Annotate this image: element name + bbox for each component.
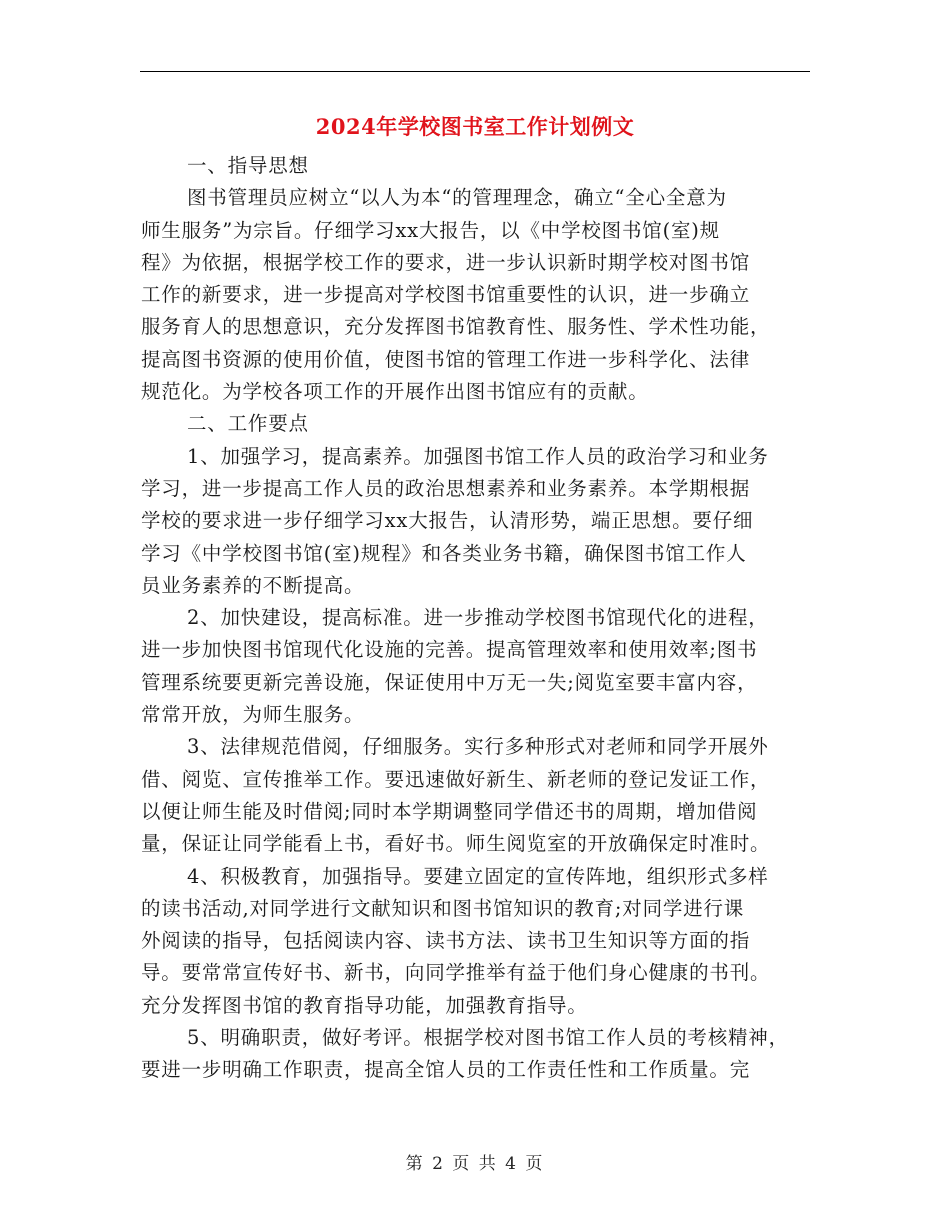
text-line: 4、积极教育，加强指导。要建立固定的宣传阵地，组织形式多样 bbox=[187, 864, 769, 888]
text-line: 1、加强学习，提高素养。加强图书馆工作人员的政治学习和业务 bbox=[187, 444, 769, 468]
text-line: 的读书活动,对同学进行文献知识和图书馆知识的教育;对同学进行课 bbox=[141, 896, 745, 920]
text-line: 外阅读的指导，包括阅读内容、读书方法、读书卫生知识等方面的指 bbox=[141, 929, 751, 953]
text-line: 常常开放，为师生服务。 bbox=[141, 703, 365, 727]
document-body bbox=[141, 150, 811, 1087]
text-line: 进一步加快图书馆现代化设施的完善。提高管理效率和使用效率;图书 bbox=[141, 638, 758, 662]
text-line: 一、指导思想 bbox=[187, 154, 309, 177]
text-line: 要进一步明确工作职责，提高全馆人员的工作责任性和工作质量。完 bbox=[141, 1058, 751, 1082]
text-line: 导。要常常宣传好书、新书，向同学推举有益于他们身心健康的书刊。 bbox=[141, 961, 771, 985]
text-line: 充分发挥图书馆的教育指导功能，加强教育指导。 bbox=[141, 993, 588, 1017]
text-line: 服务育人的思想意识，充分发挥图书馆教育性、服务性、学术性功能， bbox=[141, 315, 771, 339]
text-line: 2、加快建设，提高标准。进一步推动学校图书馆现代化的进程， bbox=[187, 606, 769, 630]
text-line: 学校的要求进一步仔细学习xx大报告，认清形势，端正思想。要仔细 bbox=[141, 509, 754, 533]
text-line: 提高图书资源的使用价值，使图书馆的管理工作进一步科学化、法律 bbox=[141, 347, 751, 371]
text-line: 5、明确职责，做好考评。根据学校对图书馆工作人员的考核精神， bbox=[187, 1026, 789, 1050]
text-line: 图书管理员应树立“以人为本“的管理理念，确立“全心全意为 bbox=[187, 186, 727, 210]
text-line: 工作的新要求，进一步提高对学校图书馆重要性的认识，进一步确立 bbox=[141, 283, 751, 307]
text-line: 师生服务”为宗旨。仔细学习xx大报告，以《中学校图书馆(室)规 bbox=[141, 218, 720, 242]
text-line: 管理系统要更新完善设施，保证使用中万无一失;阅览室要丰富内容， bbox=[141, 670, 758, 694]
text-line: 二、工作要点 bbox=[187, 412, 309, 436]
text-line: 规范化。为学校各项工作的开展作出图书馆应有的贡献。 bbox=[141, 380, 649, 404]
text-line: 3、法律规范借阅，仔细服务。实行多种形式对老师和同学开展外 bbox=[187, 735, 769, 759]
text-line: 以便让师生能及时借阅;同时本学期调整同学借还书的周期，增加借阅 bbox=[141, 799, 758, 823]
text-line: 量，保证让同学能看上书，看好书。师生阅览室的开放确保定时准时。 bbox=[141, 832, 771, 856]
text-line: 学习，进一步提高工作人员的政治思想素养和业务素养。本学期根据 bbox=[141, 476, 751, 500]
page-footer: 第 2 页 共 4 页 bbox=[405, 1154, 545, 1174]
header-rule bbox=[140, 71, 810, 72]
text-line: 员业务素养的不断提高。 bbox=[141, 573, 365, 597]
text-line: 学习《中学校图书馆(室)规程》和各类业务书籍，确保图书馆工作人 bbox=[141, 541, 747, 565]
text-line: 借、阅览、宣传推举工作。要迅速做好新生、新老师的登记发证工作， bbox=[141, 767, 771, 791]
text-line: 程》为依据，根据学校工作的要求，进一步认识新时期学校对图书馆 bbox=[141, 250, 751, 274]
document-title: 2024年学校图书室工作计划例文 bbox=[315, 114, 635, 139]
